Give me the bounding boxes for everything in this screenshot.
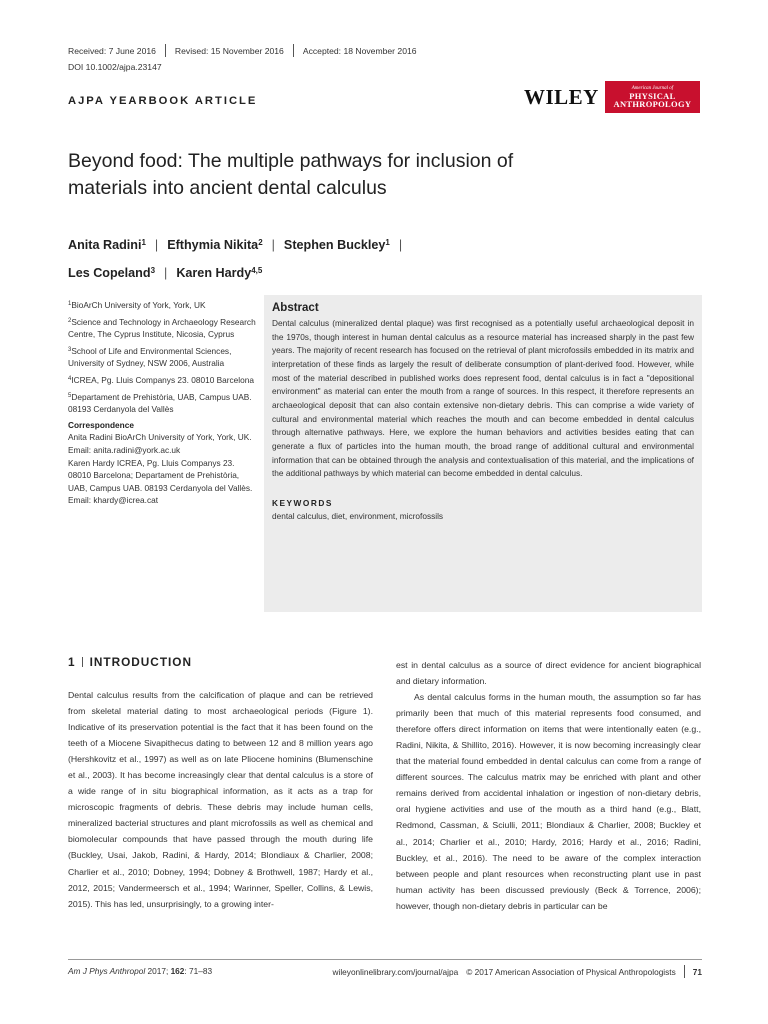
section-title: INTRODUCTION: [89, 655, 192, 669]
divider: [82, 657, 83, 667]
page-number: 71: [692, 966, 702, 977]
wiley-logo: WILEY: [524, 84, 599, 109]
accepted-date: Accepted: 18 November 2016: [302, 45, 417, 56]
divider: [165, 44, 166, 57]
journal-logo: [605, 81, 700, 113]
citation-pages: : 71–83: [184, 966, 213, 976]
correspondence-email[interactable]: Email: anita.radini@york.ac.uk: [68, 444, 181, 455]
affiliations: [68, 298, 258, 507]
footer-right: [333, 965, 703, 978]
journal-abbrev: Am J Phys Anthropol: [68, 966, 146, 976]
author[interactable]: Karen Hardy$^{4,5}$: [176, 266, 263, 280]
author[interactable]: Anita Radini$^1$: [68, 238, 146, 252]
correspondence-text: Karen Hardy ICREA, Pg. Lluis Companys 23. 08010 Barcelona; Departament de Prehistòria, UAB, Campus UAB. 08193 Cerdanyola del Vallès.: [68, 457, 253, 493]
paragraph: est in dental calculus as a source of direct evidence for ancient biographical and dietary information.: [396, 660, 701, 687]
author[interactable]: Efthymia Nikita$^2$: [167, 238, 263, 252]
author-list: [68, 230, 548, 286]
revised-date: Revised: 15 November 2016: [174, 45, 284, 56]
article-dates: [68, 44, 417, 57]
abstract-box: [264, 295, 702, 612]
affiliation: $^2$Science and Technology in Archaeology Research Centre, The Cyprus Institute, Nicosia, Cyprus: [68, 316, 256, 340]
correspondence-heading: Correspondence: [68, 419, 134, 430]
keywords: dental calculus, diet, environment, microfossils: [272, 510, 444, 521]
article-type: AJPA YEARBOOK ARTICLE: [68, 95, 258, 107]
footer-citation: [68, 966, 212, 976]
abstract-text: Dental calculus (mineralized dental plaque) was first recognised as a potentially useful archaeological deposit in the 1970s, though interest in human dental calculus as a resource material has increased sharply in the past few years. The majority of recent research has focused on the retrieval of plant microfossils embedded in its matrix and interpretation of these finds as largely the result of deliberate consumption of plant-derived food. However, while most of the material described in published works does represent food, dental calculus is in fact a "depositional environment" as material can enter the mouth from a range of sources. In this respect, it therefore represents an archaeological deposit that can also contain extensive non-dietary debris. This can comprise a wide variety of cultural and environmental material which reaches the mouth and can become embedded in dental calculus through alternative pathways. Here, we explore the human behaviors and activities besides eating that can generate a flux of particles into the human mouth, the broad range of additional cultural and environmental information that can be obtained through the analysis and contextualisation of this material, and the implications of the additional pathways by which material can become embedded in dental calculus.: [272, 318, 694, 479]
affiliation: $^1$BioArCh University of York, York, UK: [68, 300, 206, 310]
author[interactable]: Les Copeland$^3$: [68, 266, 156, 280]
publisher-logos: [524, 80, 700, 114]
citation-volume: 162: [170, 966, 185, 976]
doi[interactable]: DOI 10.1002/ajpa.23147: [68, 62, 162, 72]
author-separator: |: [164, 266, 168, 280]
body-column-right: [396, 657, 701, 914]
abstract-heading: Abstract: [272, 302, 319, 314]
correspondence-text: Anita Radini BioArCh University of York, York, UK.: [68, 432, 252, 443]
journal-logo-line: American Journal of: [631, 85, 674, 91]
journal-logo-line: PHYSICAL: [629, 90, 676, 101]
author[interactable]: Stephen Buckley$^1$: [283, 238, 390, 252]
affiliation: $^4$ICREA, Pg. Lluis Companys 23. 08010 Barcelona: [68, 374, 254, 385]
author-separator: |: [398, 238, 403, 252]
affiliation: $^3$School of Life and Environmental Sciences, University of Sydney, NSW 2006, Australia: [68, 345, 232, 369]
section-number: 1: [68, 655, 76, 669]
keywords-heading: KEYWORDS: [272, 497, 333, 508]
author-separator: |: [154, 238, 159, 252]
copyright: © 2017 American Association of Physical Anthropologists: [466, 966, 676, 977]
section-heading: [68, 655, 192, 669]
paragraph: As dental calculus forms in the human mouth, the assumption so far has primarily been that much of this material represents food consumed, and therefore offers direct information on items that were intentionally eaten (e.g., Radini, Nikita, & Shillito, 2016). However, it is now becoming increasingly clear that the material found embedded in dental calculus can come from a range of different sources. The calculus matrix may be enriched with plant and other remains derived from accidental inhalation or ingestion of non-dietary debris, oral hygiene activities and use of the mouth as a third hand (e.g., Blatt, Redmond, Cassman, & Sciulli, 2011; Blondiaux & Charlier, 2008; Buckley et al., 2014; Charlier et al., 2010; Hardy, 2016; Hardy et al., 2016; Radini, Buckley, et al., 2016). The need to be aware of the complex interaction between people and plant resources when reconstructing plant use in past human activity has been discussed previously (Beck & Torrence, 2006); however, though non-dietary debris in particular can be: [396, 692, 701, 911]
author-separator: |: [271, 238, 275, 252]
body-column-left: [68, 687, 373, 912]
journal-site-link[interactable]: wileyonlinelibrary.com/journal/ajpa: [332, 966, 459, 977]
footer-divider: [68, 959, 702, 960]
paragraph: Dental calculus results from the calcification of plaque and can be retrieved from skeletal material dating to most archaeological periods (Figure 1). Indicative of its preservation potential is the fact that it has been found on the teeth of a Miocene Sivapithecus dating to between 12 and 8 million years ago (Hershkovitz et al., 1997) as well as on late Pliocene hominins (Blumenschine et al., 2003). It has become increasingly clear that dental calculus is a store of a wide range of in situ biographical information, as it acts as a trap for microscopic fragments of debris. These debris may include human cells, mineralized bacterial structures and plant microfossils as well as chemical and biomolecular compounds that have passed through the mouth during life (Buckley, Usai, Jakob, Radini, & Hardy, 2014; Blondiaux & Charlier, 2008; Charlier et al., 2010; Dobney, 1994; Dobney & Brothwell, 1987; Hardy et al., 2012, 2015; Vandermeersch et al., 1994; Warinner, Speller, Collins, & Lewis, 2015). This has led, unsurprisingly, to a growing inter-: [68, 690, 373, 909]
correspondence-email[interactable]: Email: khardy@icrea.cat: [68, 495, 159, 506]
divider: [684, 965, 685, 978]
citation-year: 2017;: [147, 966, 169, 976]
received-date: Received: 7 June 2016: [68, 45, 156, 56]
journal-logo-line: ANTHROPOLOGY: [613, 99, 692, 109]
divider: [293, 44, 294, 57]
affiliation: $^5$Departament de Prehistòria, UAB, Campus UAB. 08193 Cerdanyola del Vallès: [68, 391, 252, 415]
article-title: Beyond food: The multiple pathways for inclusion of materials into ancient dental calculus: [68, 150, 514, 199]
